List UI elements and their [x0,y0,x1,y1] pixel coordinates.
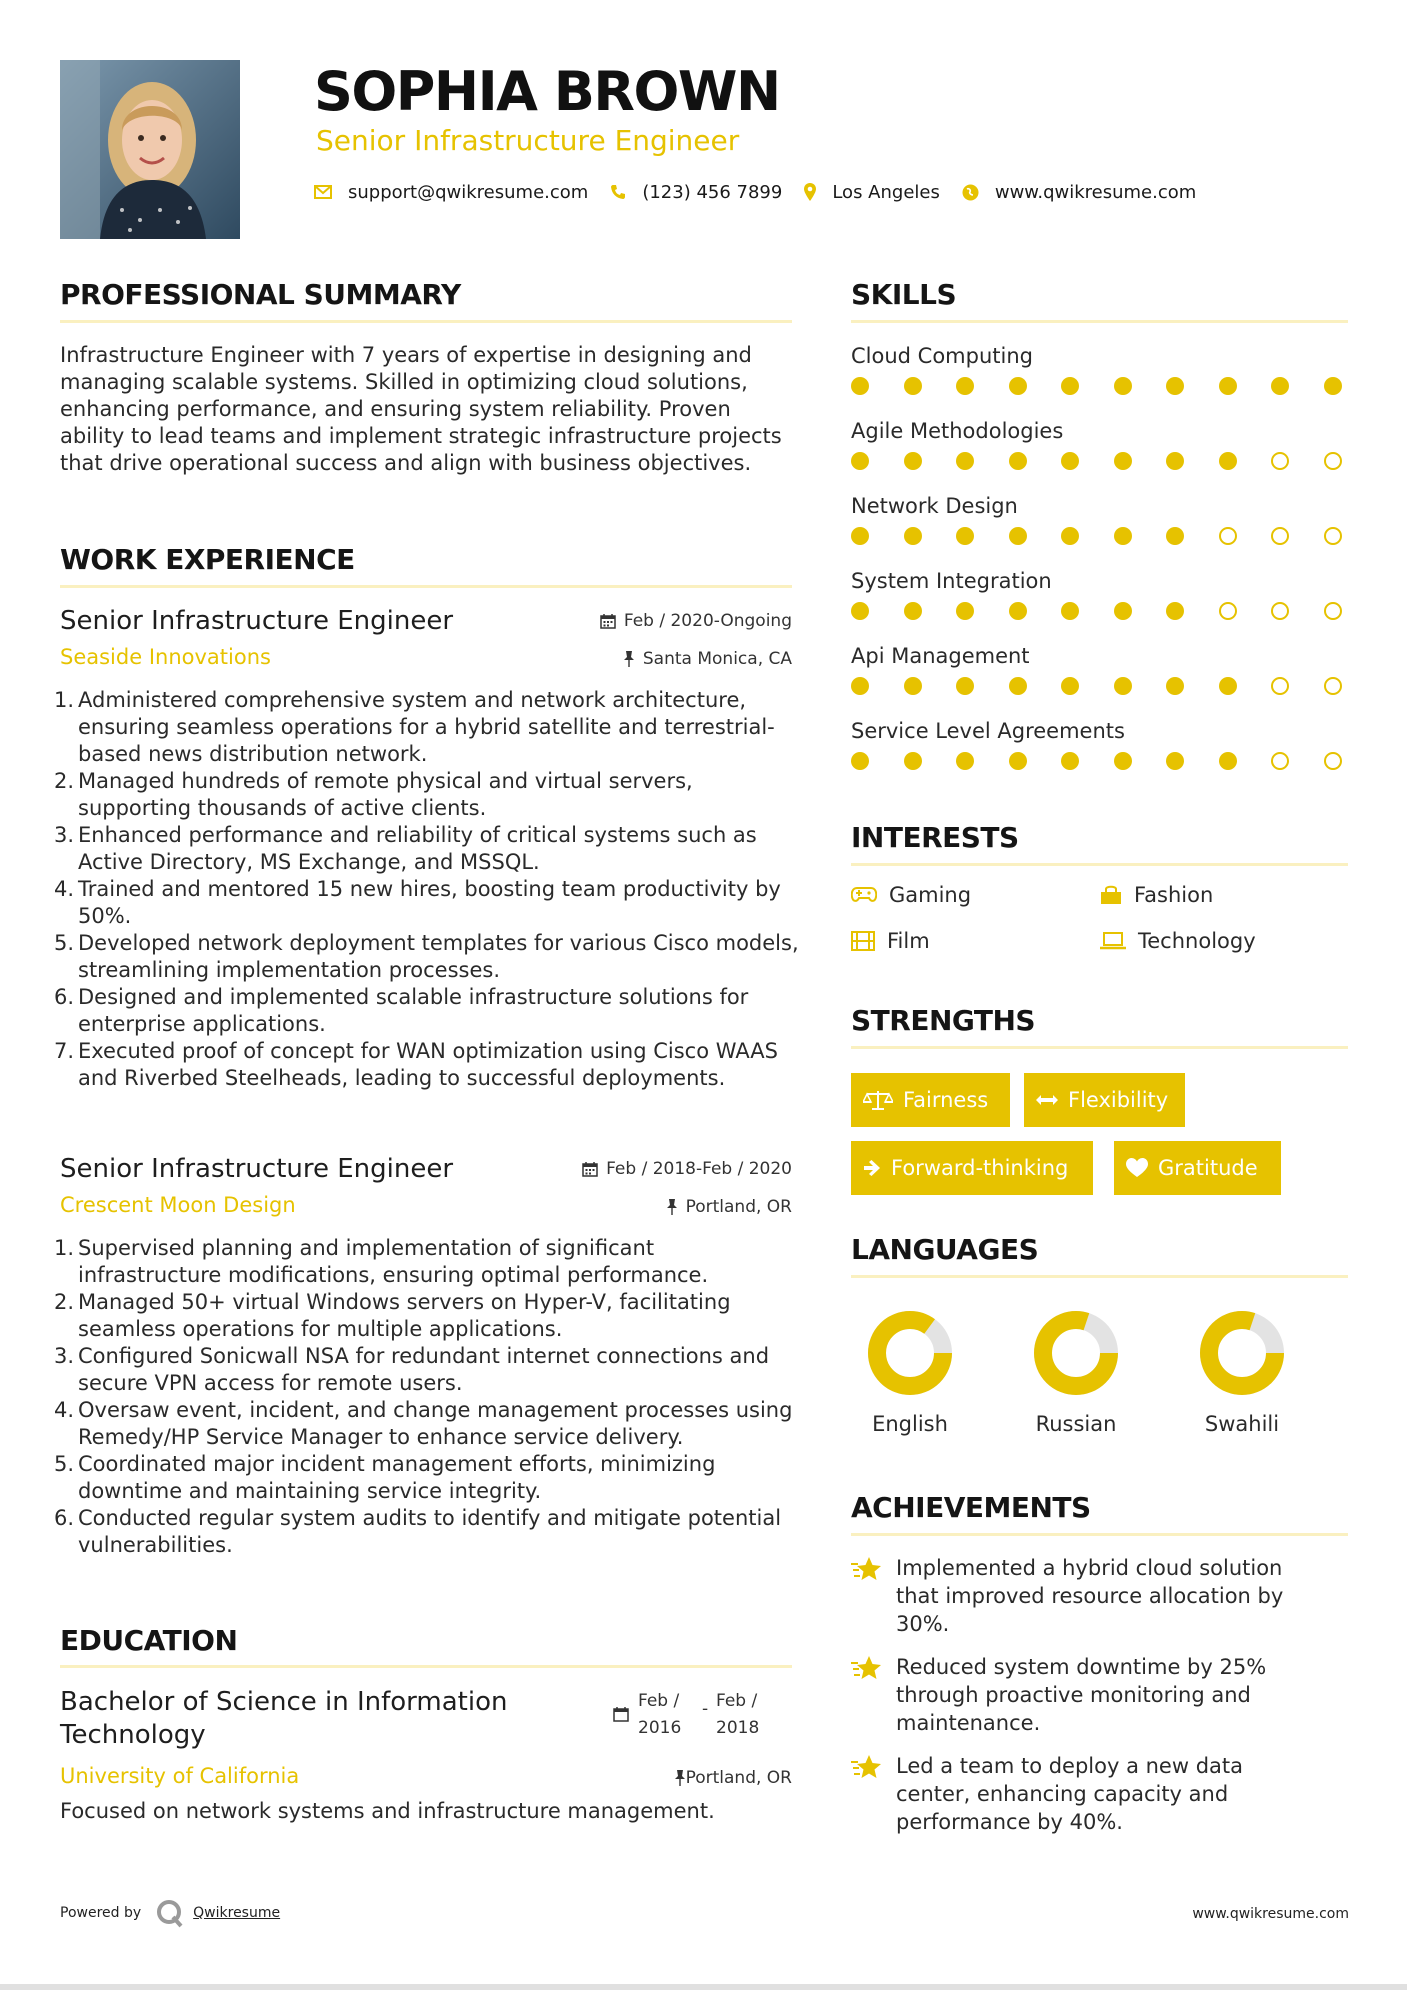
bottom-edge [0,1984,1407,1990]
rating-dot-filled [956,452,974,470]
interests-heading: INTERESTS [851,821,1019,854]
skill-name: System Integration [851,569,1052,593]
rating-dot-filled [1114,452,1132,470]
rating-dot-filled [1166,452,1184,470]
pushpin-icon [623,651,635,667]
strength-label: Fairness [903,1088,989,1112]
rating-dot-filled [851,602,869,620]
rating-dot-filled [1009,377,1027,395]
rating-dot-filled [904,602,922,620]
skill-rating [851,377,1343,397]
rating-dot-filled [851,527,869,545]
rating-dot-filled [1061,677,1079,695]
rating-dot-filled [1009,677,1027,695]
education-end [716,1688,780,1742]
rating-dot-filled [1061,452,1079,470]
contact-email-text: support@qwikresume.com [348,181,589,203]
rating-dot-filled [1114,602,1132,620]
rating-dot-filled [1114,677,1132,695]
rating-dot-filled [1009,452,1027,470]
rating-dot-filled [904,452,922,470]
job-entry [60,605,799,1125]
star-icon [851,1754,883,1782]
skill-rating [851,527,1343,547]
experience-rule [60,585,792,588]
balance-scale-icon [863,1089,893,1111]
education-end-month: Feb / [716,1691,758,1711]
strength-badge [1114,1141,1281,1195]
strength-label: Gratitude [1158,1156,1258,1180]
interest-label: Fashion [1134,883,1214,907]
job-location [666,1197,792,1217]
rating-dot-filled [1219,677,1237,695]
strength-label: Flexibility [1068,1088,1169,1112]
interest-label: Technology [1138,929,1256,953]
rating-dot-empty [1219,527,1237,545]
language-name: English [872,1412,948,1436]
rating-dot-empty [1324,752,1342,770]
job-title: Senior Infrastructure Engineer [60,606,454,636]
rating-dot-filled [851,452,869,470]
achievement-item [851,1752,1311,1836]
languages-heading: LANGUAGES [851,1233,1039,1266]
education-location-text: Portland, OR [685,1768,792,1788]
pushpin-icon [674,1770,686,1786]
list-item: Configured Sonicwall NSA for redundant internet connections and secure VPN access for remote users. [78,1344,770,1395]
rating-dot-filled [1166,752,1184,770]
rating-dot-filled [956,677,974,695]
education-date-separator: - [702,1699,709,1719]
list-item: Executed proof of concept for WAN optimization using Cisco WAAS and Riverbed Steelheads, leading to successful deployments. [78,1039,778,1090]
language-item [850,1308,970,1436]
gamepad-icon [851,887,877,903]
skill-item [851,417,1351,445]
rating-dot-filled [1324,377,1342,395]
job-location-text: Portland, OR [685,1197,792,1217]
rating-dot-filled [1219,452,1237,470]
calendar-icon [613,1706,629,1722]
skills-rule [851,320,1348,323]
contact-website-text: www.qwikresume.com [994,181,1197,203]
rating-dot-empty [1324,452,1342,470]
envelope-icon [314,185,332,199]
strengths-heading: STRENGTHS [851,1004,1036,1037]
summary-heading: PROFESSIONAL SUMMARY [60,278,461,311]
qwikresume-link[interactable]: Qwikresume [193,1905,281,1921]
job-location-text: Santa Monica, CA [642,649,792,669]
rating-dot-filled [1271,377,1289,395]
arrows-horizontal-icon [1036,1094,1058,1106]
rating-dot-filled [904,377,922,395]
job-bullets [60,1235,800,1559]
rating-dot-filled [1219,752,1237,770]
map-pin-icon [804,183,816,201]
list-item: Coordinated major incident management efforts, minimizing downtime and maintaining service integrity. [78,1452,716,1503]
job-company: Seaside Innovations [60,645,271,669]
contact-phone[interactable] [610,182,782,203]
list-item: Managed 50+ virtual Windows servers on Hyper-V, facilitating seamless operations for multiple applications. [78,1290,731,1341]
education-school: University of California [60,1764,300,1788]
rating-dot-filled [904,527,922,545]
skill-rating [851,602,1343,622]
list-item: Oversaw event, incident, and change management processes using Remedy/HP Service Manager to enhance service delivery. [78,1398,793,1449]
education-end-year: 2018 [716,1718,760,1738]
list-item: Conducted regular system audits to identify and mitigate potential vulnerabilities. [78,1506,782,1557]
rating-dot-empty [1271,602,1289,620]
achievements-heading: ACHIEVEMENTS [851,1491,1091,1524]
skill-name: Network Design [851,494,1018,518]
job-location [623,649,792,669]
job-date [582,1159,792,1179]
interest-item [851,883,971,907]
star-icon [851,1556,883,1584]
qwikresume-logo-icon [155,1898,185,1928]
list-item: Designed and implemented scalable infrastructure solutions for enterprise applications. [78,985,749,1036]
laptop-icon [1100,932,1126,950]
language-donut [865,1308,955,1398]
contact-email[interactable] [314,182,588,203]
contact-phone-text: (123) 456 7899 [642,181,783,203]
list-item: Trained and mentored 15 new hires, boosting team productivity by 50%. [78,877,781,928]
interest-label: Gaming [889,883,972,907]
strength-badge [851,1073,1010,1127]
rating-dot-empty [1324,527,1342,545]
rating-dot-empty [1219,602,1237,620]
achievement-text: Implemented a hybrid cloud solution that improved resource allocation by 30%. [896,1556,1284,1636]
rating-dot-filled [956,377,974,395]
job-date-text: Feb / 2018-Feb / 2020 [606,1159,792,1179]
education-dates [638,1688,780,1742]
skill-name: Agile Methodologies [851,419,1064,443]
language-donut [1031,1308,1121,1398]
education-rule [60,1665,792,1668]
skill-item [851,567,1351,595]
interests-rule [851,863,1348,866]
language-name: Swahili [1204,1412,1280,1436]
rating-dot-empty [1271,452,1289,470]
skill-item [851,492,1351,520]
summary-rule [60,320,792,323]
skill-rating [851,752,1343,772]
language-name: Russian [1035,1412,1117,1436]
strength-badge [851,1141,1093,1195]
globe-icon [962,184,979,201]
rating-dot-filled [956,602,974,620]
rating-dot-filled [1166,377,1184,395]
rating-dot-filled [956,527,974,545]
rating-dot-filled [1009,602,1027,620]
language-item [1182,1308,1302,1436]
skill-name: Api Management [851,644,1030,668]
rating-dot-filled [904,752,922,770]
rating-dot-filled [851,752,869,770]
education-heading: EDUCATION [60,1624,238,1657]
skill-item [851,717,1351,745]
rating-dot-filled [1114,527,1132,545]
rating-dot-empty [1271,752,1289,770]
interest-item [1100,929,1256,953]
achievement-text: Led a team to deploy a new data center, enhancing capacity and performance by 40%. [896,1754,1244,1834]
skills-heading: SKILLS [851,278,957,311]
rating-dot-filled [1061,752,1079,770]
list-item: Enhanced performance and reliability of critical systems such as Active Directory, MS Exchange, and MSSQL. [78,823,757,874]
contact-bar [314,178,1218,206]
job-date-text: Feb / 2020-Ongoing [623,611,792,631]
contact-website[interactable] [962,182,1196,203]
education-start [638,1688,702,1742]
summary-text: Infrastructure Engineer with 7 years of expertise in designing and managing scalable systems. Skilled in optimizing cloud solutions, enhancing performance, and ensuring system reliability. Proven ability to lead teams and implement strategic infrastructure projects that drive operational success and align with business objectives. [60,343,782,475]
rating-dot-empty [1271,527,1289,545]
skill-rating [851,677,1343,697]
rating-dot-filled [1114,752,1132,770]
skill-item [851,642,1351,670]
rating-dot-filled [1166,527,1184,545]
profile-photo [60,60,240,239]
job-date [600,611,792,631]
list-item: Administered comprehensive system and network architecture, ensuring seamless operations for a hybrid satellite and terrestrial-based news distribution network. [78,688,775,766]
rating-dot-empty [1324,677,1342,695]
rating-dot-filled [1009,527,1027,545]
rating-dot-filled [1061,527,1079,545]
rating-dot-filled [1009,752,1027,770]
calendar-icon [600,613,616,629]
education-degree: Bachelor of Science in Information Technology [60,1687,508,1750]
rating-dot-filled [851,377,869,395]
skill-name: Service Level Agreements [851,719,1125,743]
candidate-name: SOPHIA BROWN [314,60,780,123]
list-item: Developed network deployment templates for various Cisco models, streamlining implementation processes. [78,931,799,982]
language-item [1016,1308,1136,1436]
education-start-year: 2016 [638,1718,682,1738]
rating-dot-filled [1166,602,1184,620]
job-title: Senior Infrastructure Engineer [60,1154,454,1184]
interest-item [851,929,930,953]
job-entry [60,1153,792,1573]
rating-dot-filled [956,752,974,770]
calendar-icon [582,1161,598,1177]
rating-dot-filled [851,677,869,695]
languages-rule [851,1275,1348,1278]
film-icon [851,931,875,951]
list-item: Supervised planning and implementation of significant infrastructure modifications, ensuring optimal performance. [78,1236,709,1287]
education-start-month: Feb / [638,1691,680,1711]
pushpin-icon [666,1199,678,1215]
contact-location-text: Los Angeles [832,181,940,203]
interest-item [1100,883,1213,907]
arrow-right-icon [863,1159,881,1177]
contact-location [804,182,940,203]
footer-powered-by [60,1898,280,1928]
job-company: Crescent Moon Design [60,1193,296,1217]
strength-label: Forward-thinking [891,1156,1069,1180]
skill-name: Cloud Computing [851,344,1033,368]
achievement-text: Reduced system downtime by 25% through proactive monitoring and maintenance. [896,1655,1267,1735]
rating-dot-empty [1324,602,1342,620]
job-bullets [60,687,800,1092]
skill-item [851,342,1351,370]
rating-dot-filled [1166,677,1184,695]
language-donut [1197,1308,1287,1398]
strengths-rule [851,1046,1348,1049]
rating-dot-filled [1219,377,1237,395]
interest-label: Film [887,929,930,953]
strength-badge [1024,1073,1185,1127]
bag-icon [1100,885,1122,905]
achievement-item [851,1554,1311,1638]
rating-dot-empty [1271,677,1289,695]
list-item: Managed hundreds of remote physical and virtual servers, supporting thousands of active clients. [78,769,693,820]
powered-by-label: Powered by [60,1905,142,1921]
achievements-rule [851,1533,1348,1536]
education-description: Focused on network systems and infrastructure management. [60,1799,715,1823]
achievement-item [851,1653,1311,1737]
star-icon [851,1655,883,1683]
footer-website[interactable]: www.qwikresume.com [1192,1906,1349,1922]
experience-heading: WORK EXPERIENCE [60,543,355,576]
rating-dot-filled [904,677,922,695]
rating-dot-filled [1061,602,1079,620]
phone-icon [610,184,626,200]
heart-icon [1126,1158,1148,1178]
candidate-title: Senior Infrastructure Engineer [316,124,740,157]
skill-rating [851,452,1343,472]
rating-dot-filled [1114,377,1132,395]
rating-dot-filled [1061,377,1079,395]
education-location [674,1768,792,1788]
